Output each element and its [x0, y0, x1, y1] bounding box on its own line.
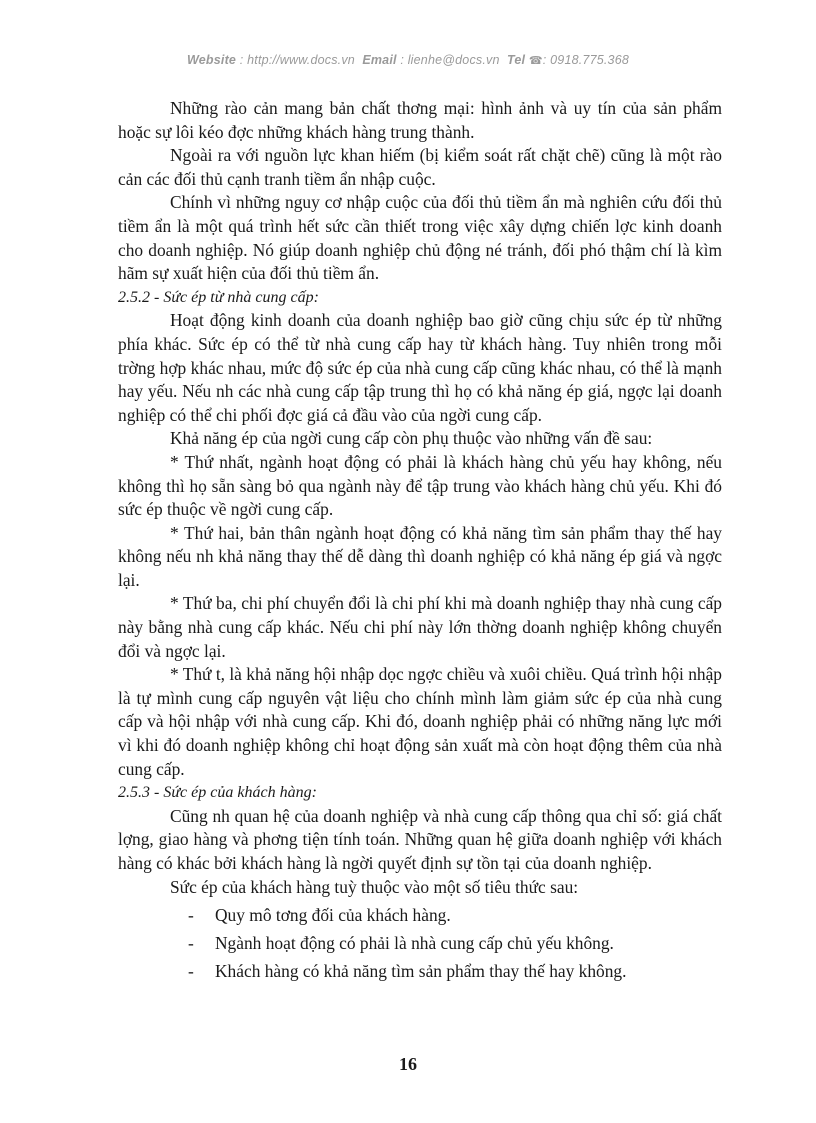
paragraph: Cũng nh quan hệ của doanh nghiệp và nhà cung cấp thông qua chỉ số: giá chất lợng, giao hàng và phơng tiện tính toán. Những quan hệ giữa doanh nghiệp với khách hàng có khác bởi khách hàng là ngời quyết định sự tồn tại của doanh nghiệp. — [118, 805, 722, 873]
paragraph: Sức ép của khách hàng tuỳ thuộc vào một số tiêu thức sau: — [170, 876, 579, 897]
list-item-text: Khách hàng có khả năng tìm sản phẩm thay thế hay không. — [215, 961, 627, 982]
paragraph: Chính vì những nguy cơ nhập cuộc của đối thủ tiềm ẩn mà nghiên cứu đối thủ tiềm ẩn là một quá trình hết sức cần thiết trong việc xây dựng chiến lợc kinh doanh cho doanh nghiệp. Nó giúp doanh nghiệp chủ động né tránh, đối phó thậm chí là kìm hãm sự xuất hiện của đối thủ tiềm ẩn. — [118, 192, 722, 284]
list-item — [118, 932, 722, 956]
dash-bullet: - — [188, 961, 194, 982]
dash-bullet: - — [188, 905, 194, 926]
tel-value: : 0918.775.368 — [542, 53, 630, 67]
section-heading-2-5-3: 2.5.3 - Sức ép của khách hàng: — [118, 784, 317, 802]
paragraph: Khả năng ép của ngời cung cấp còn phụ thuộc vào những vấn đề sau: — [170, 428, 653, 449]
page-header — [0, 53, 816, 67]
paragraph: Những rào cản mang bản chất thơng mại: hình ảnh và uy tín của sản phẩm hoặc sự lôi kéo đợc những khách hàng trung thành. — [118, 98, 722, 142]
phone-icon: ☎ — [528, 55, 543, 67]
list-item — [118, 960, 722, 984]
criteria-list — [118, 904, 722, 984]
email-value: : lienhe@docs.vn — [400, 53, 500, 67]
email-label: Email — [362, 53, 397, 67]
list-item-text: Quy mô tơng đối của khách hàng. — [215, 905, 451, 926]
paragraph: * Thứ nhất, ngành hoạt động có phải là khách hàng chủ yếu hay không, nếu không thì họ sẵn sàng bỏ qua ngành này để tập trung vào khách hàng chủ yếu. Khi đó sức ép thuộc về ngời cung cấp. — [118, 451, 722, 520]
paragraph: * Thứ ba, chi phí chuyển đổi là chi phí khi mà doanh nghiệp thay nhà cung cấp này bằng nhà cung cấp khác. Nếu chi phí này lớn thờng doanh nghiệp không chuyển đổi và ngợc lại. — [118, 593, 722, 661]
document-body — [118, 97, 722, 988]
paragraph: * Thứ hai, bản thân ngành hoạt động có khả năng tìm sản phẩm thay thế hay không nếu nh khả năng thay thế dễ dàng thì doanh nghiệp có khả năng ép giá và ngợc lại. — [118, 522, 722, 590]
list-item-text: Ngành hoạt động có phải là nhà cung cấp chủ yếu không. — [215, 933, 614, 954]
section-heading-2-5-2: 2.5.2 - Sức ép từ nhà cung cấp: — [118, 288, 319, 306]
paragraph: Ngoài ra với nguồn lực khan hiếm (bị kiểm soát rất chặt chẽ) cũng là một rào cản các đối thủ cạnh tranh tiềm ẩn nhập cuộc. — [118, 145, 722, 189]
paragraph: Hoạt động kinh doanh của doanh nghiệp bao giờ cũng chịu sức ép từ những phía khác. Sức ép có thể từ nhà cung cấp hay từ khách hàng. Tuy nhiên trong mỗi trờng hợp khác nhau, mức độ sức ép của nhà cung cấp cũng khác nhau, có thể là mạnh hay yếu. Nếu nh các nhà cung cấp tập trung thì họ có khả năng ép giá, ngợc lại doanh nghiệp có thể chi phối đợc giá cả đầu vào của ngời cung cấp. — [118, 310, 722, 425]
list-item — [118, 904, 722, 928]
tel-label: Tel — [507, 53, 526, 67]
website-value: : http://www.docs.vn — [239, 53, 355, 67]
website-label: Website — [186, 53, 237, 67]
page-number: 16 — [399, 1054, 417, 1074]
dash-bullet: - — [188, 933, 194, 954]
paragraph: * Thứ t, là khả năng hội nhập dọc ngợc chiều và xuôi chiều. Quá trình hội nhập là tự mình cung cấp nguyên vật liệu cho chính mình làm giảm sức ép của nhà cung cấp và hội nhập với nhà cung cấp. Khi đó, doanh nghiệp phải có những năng lực mới vì khi đó doanh nghiệp không chỉ hoạt động sản xuất mà còn hoạt động thêm của nhà cung cấp. — [118, 664, 722, 779]
